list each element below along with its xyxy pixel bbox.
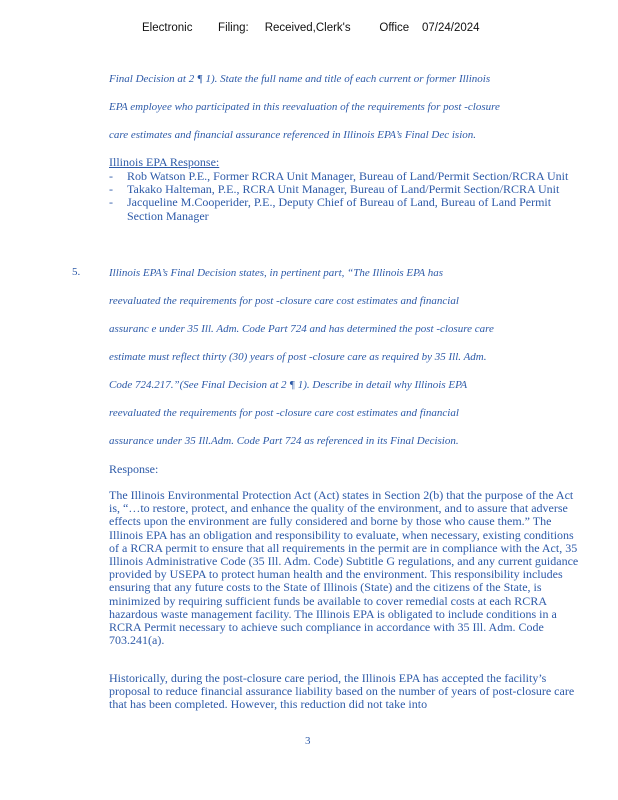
employee-list xyxy=(109,170,579,223)
bullet-dash: - xyxy=(109,182,113,197)
bullet-dash: - xyxy=(109,195,113,210)
illinois-epa-response-heading: Illinois EPA Response: xyxy=(109,155,220,169)
employee-entry: Takako Halteman, P.E., RCRA Unit Manager, Bureau of Land/Permit Section/RCRA Unit xyxy=(127,182,560,197)
question-line: estimate must reflect thirty (30) years of post -closure care as required by 35 Ill. Adm. xyxy=(109,351,487,363)
list-item xyxy=(109,196,579,222)
question-line: Illinois EPA’s Final Decision states, in pertinent part, “The Illinois EPA has xyxy=(109,267,443,279)
question-line: reevaluated the requirements for post -closure care cost estimates and financial xyxy=(109,407,459,419)
response-paragraph: Historically, during the post-closure care period, the Illinois EPA has accepted the facility’s proposal to reduce financial assurance liability based on the number of years of post-closure care that has been completed. However, this reduction did not take into xyxy=(109,671,575,712)
question-line: reevaluated the requirements for post -closure care cost estimates and financial xyxy=(109,295,459,307)
question-line: EPA employee who participated in this reevaluation of the requirements for post -closure xyxy=(109,101,500,113)
employee-entry: Jacqueline M.Cooperider, P.E., Deputy Chief of Bureau of Land, Bureau of Land Permit Section Manager xyxy=(127,195,552,223)
question-number: 5. xyxy=(72,266,81,278)
page-number: 3 xyxy=(305,735,311,747)
question-line: Final Decision at 2 ¶ 1). State the full name and title of each current or former Illinois xyxy=(109,73,491,85)
response-paragraph: The Illinois Environmental Protection Act (Act) states in Section 2(b) that the purpose of the Act is, “…to restore, protect, and enhance the quality of the environment, and to assure that adverse effects upon the environment are fully considered and borne by those who cause them.” The Illinois EPA has an obligation and responsibility to evaluate, when necessary, existing conditions of a RCRA permit to ensure that all requirements in the permit are in compliance with the Act, 35 Illinois Administrative Code (35 Ill. Adm. Code) Subtitle G regulations, and any current guidance provided by USEPA to protect human health and the environment. This responsibility includes ensuring that any future costs to the State of Illinois (State) and the citizens of the State, is minimized by requiring sufficient funds be available to cover remedial costs at each RCRA hazardous waste management facility. The Illinois EPA is obligated to include conditions in a RCRA Permit necessary to achieve such compliance in accordance with 35 Ill. Adm. Code 703.241(a). xyxy=(109,488,579,648)
bullet-dash: - xyxy=(109,169,113,183)
question-line: care estimates and financial assurance referenced in Illinois EPA’s Final Dec ision. xyxy=(109,129,477,141)
question-line: assurance under 35 Ill.Adm. Code Part 724 as referenced in its Final Decision. xyxy=(109,435,459,447)
question-line: assuranc e under 35 Ill. Adm. Code Part 724 and has determined the post -closure care xyxy=(109,323,494,335)
filing-header: Electronic Filing: Received,Clerk's Office 07/24/2024 xyxy=(142,22,480,34)
question-line: Code 724.217.”(See Final Decision at 2 ¶ 1). Describe in detail why Illinois EPA xyxy=(109,379,468,391)
response-heading: Response: xyxy=(109,462,159,476)
employee-entry: Rob Watson P.E., Former RCRA Unit Manager, Bureau of Land/Permit Section/RCRA Unit xyxy=(127,169,569,183)
